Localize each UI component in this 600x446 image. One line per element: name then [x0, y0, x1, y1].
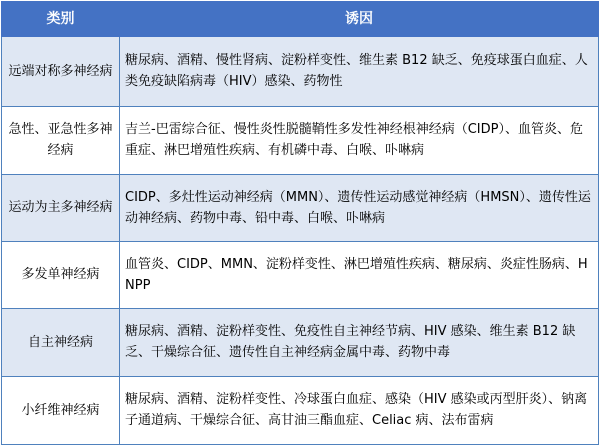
table-row: [2, 107, 599, 175]
category-text: 多发单神经病: [21, 267, 100, 282]
category-text: 远端对称多神经病: [8, 63, 113, 79]
table-row: [2, 309, 599, 377]
category-text: 自主神经病: [27, 334, 93, 350]
header-category: 类别: [2, 2, 120, 37]
neuropathy-cause-table: [1, 1, 599, 445]
table-header-row: [2, 2, 599, 37]
category-text: 运动为主多神经病: [8, 200, 113, 215]
category-cell: [2, 175, 120, 242]
cause-cell: [120, 309, 599, 377]
category-cell: [2, 309, 120, 377]
table-row: [2, 37, 599, 107]
category-text: 急性、亚急性多神经病: [8, 122, 113, 158]
category-text: 小纤维神经病: [21, 402, 100, 418]
cause-cell: [120, 175, 599, 242]
category-cell: [2, 107, 120, 175]
cause-cell: [120, 242, 599, 309]
cause-text: CIDP、多灶性运动神经病（MMN）、遗传性运动感觉神经病（HMSN）、遗传性运动神经病、药物中毒、铅中毒、白喉、卟啉病: [125, 189, 591, 226]
cause-text: 糖尿病、酒精、淀粉样变性、免疫性自主神经节病、HIV 感染、维生素 B12 缺乏、干燥综合征、遗传性自主神经病金属中毒、药物中毒: [125, 324, 576, 360]
cause-text: 糖尿病、酒精、慢性肾病、淀粉样变性、维生素 B12 缺乏、免疫球蛋白血症、人类免疫缺陷病毒（HIV）感染、药物性: [125, 53, 588, 89]
table-row: [2, 377, 599, 445]
cause-cell: [120, 377, 599, 445]
cause-cell: [120, 107, 599, 175]
category-cell: [2, 37, 120, 107]
cause-text: 糖尿病、酒精、淀粉样变性、冷球蛋白血症、感染（HIV 感染或丙型肝炎）、钠离子通道病、干燥综合征、高甘油三酯血症、Celiac 病、法布雷病: [125, 392, 588, 428]
cause-cell: [120, 37, 599, 107]
category-cell: [2, 377, 120, 445]
cause-text: 血管炎、CIDP、MMN、淀粉样变性、淋巴增殖性疾病、糖尿病、炎症性肠病、HNPP: [125, 256, 588, 293]
header-cause: 诱因: [120, 2, 599, 37]
cause-text: 吉兰-巴雷综合征、慢性炎性脱髓鞘性多发性神经根神经病（CIDP）、血管炎、危重症、淋巴增殖性疾病、有机磷中毒、白喉、卟啉病: [125, 122, 583, 158]
table-row: [2, 242, 599, 309]
category-cell: [2, 242, 120, 309]
table-row: [2, 175, 599, 242]
